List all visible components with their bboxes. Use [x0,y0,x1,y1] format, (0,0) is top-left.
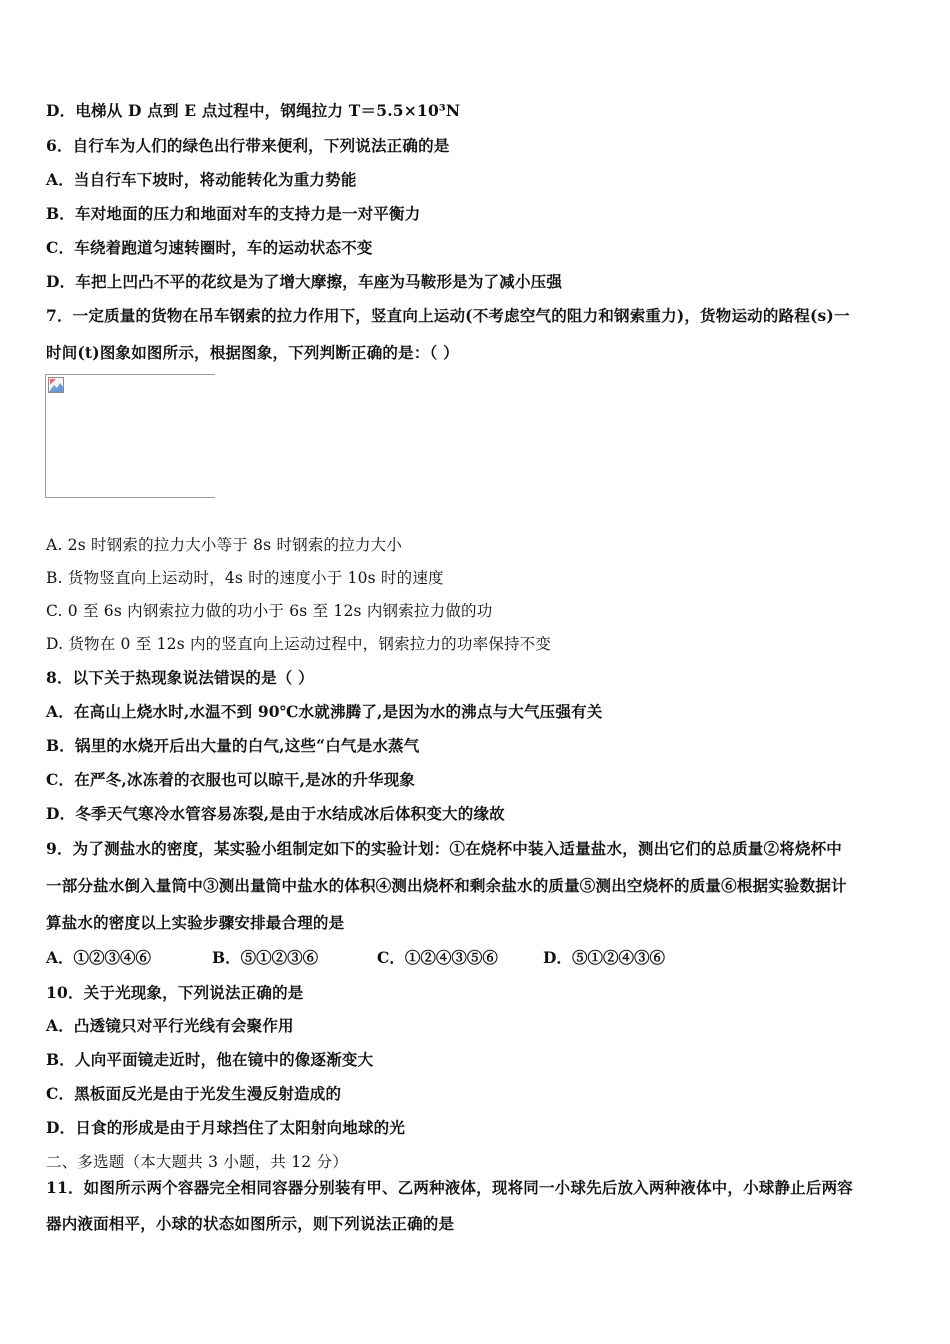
q9-option-a: A．①②③④⑥ [46,948,152,967]
q8-option-d: D．冬季天气寒冷水管容易冻裂,是由于水结成冰后体积变大的缘故 [46,804,505,823]
q6-option-b: B．车对地面的压力和地面对车的支持力是一对平衡力 [46,204,421,223]
question-11-line-2: 器内液面相平，小球的状态如图所示，则下列说法正确的是 [46,1214,455,1233]
question-8: 8．以下关于热现象说法错误的是（ ） [46,668,314,687]
q8-option-a: A．在高山上烧水时,水温不到 90℃水就沸腾了,是因为水的沸点与大气压强有关 [46,702,603,721]
question-7-figure [45,374,215,498]
question-6: 6．自行车为人们的绿色出行带来便利，下列说法正确的是 [46,136,450,155]
question-9-line-2: 一部分盐水倒入量筒中③测出量筒中盐水的体积④测出烧杯和剩余盐水的质量⑤测出空烧杯的质量⑥根据实验数据计 [46,876,847,895]
q6-option-d: D．车把上凹凸不平的花纹是为了增大摩擦，车座为马鞍形是为了减小压强 [46,272,563,291]
section-heading-multiple-choice: 二、多选题（本大题共 3 小题，共 12 分） [46,1153,348,1171]
q8-option-c: C．在严冬,冰冻着的衣服也可以晾干,是冰的升华现象 [46,770,416,789]
q10-option-a: A．凸透镜只对平行光线有会聚作用 [46,1016,294,1035]
q6-option-a: A．当自行车下坡时，将动能转化为重力势能 [46,170,357,189]
q10-option-d: D．日食的形成是由于月球挡住了太阳射向地球的光 [46,1118,406,1137]
question-9-line-3: 算盐水的密度以上实验步骤安排最合理的是 [46,913,345,932]
q7-option-d: D. 货物在 0 至 12s 内的竖直向上运动过程中，钢索拉力的功率保持不变 [46,635,552,653]
q9-option-c: C．①②④③⑤⑥ [377,948,498,967]
q7-option-b: B. 货物竖直向上运动时，4s 时的速度小于 10s 时的速度 [46,569,444,587]
question-7-line-1: 7．一定质量的货物在吊车钢索的拉力作用下，竖直向上运动(不考虑空气的阻力和钢索重力)，货物运动的路程(s)一 [46,306,850,325]
q10-option-b: B．人向平面镜走近时，他在镜中的像逐渐变大 [46,1050,374,1069]
q7-option-a: A. 2s 时钢索的拉力大小等于 8s 时钢索的拉力大小 [46,536,403,554]
question-9-line-1: 9．为了测盐水的密度，某实验小组制定如下的实验计划：①在烧杯中装入适量盐水，测出它们的总质量②将烧杯中 [46,839,842,858]
q6-option-c: C．车绕着跑道匀速转圈时，车的运动状态不变 [46,238,373,257]
question-10: 10．关于光现象，下列说法正确的是 [46,983,304,1002]
q9-option-b: B．⑤①②③⑥ [212,948,319,967]
q7-option-c: C. 0 至 6s 内钢索拉力做的功小于 6s 至 12s 内钢索拉力做的功 [46,602,493,620]
q8-option-b: B．锅里的水烧开后出大量的白气,这些“白气是水蒸气 [46,736,420,755]
broken-image-icon [48,377,64,393]
line-d-elevator: D．电梯从 D 点到 E 点过程中，钢绳拉力 T＝5.5×10³N [46,101,461,120]
q10-option-c: C．黑板面反光是由于光发生漫反射造成的 [46,1084,342,1103]
q9-option-d: D．⑤①②④③⑥ [543,948,665,967]
question-11-line-1: 11．如图所示两个容器完全相同容器分别装有甲、乙两种液体，现将同一小球先后放入两种液体中，小球静止后两容 [46,1178,853,1197]
question-7-line-2: 时间(t)图象如图所示，根据图象，下列判断正确的是：（ ） [46,343,459,362]
q9-options [46,948,906,968]
